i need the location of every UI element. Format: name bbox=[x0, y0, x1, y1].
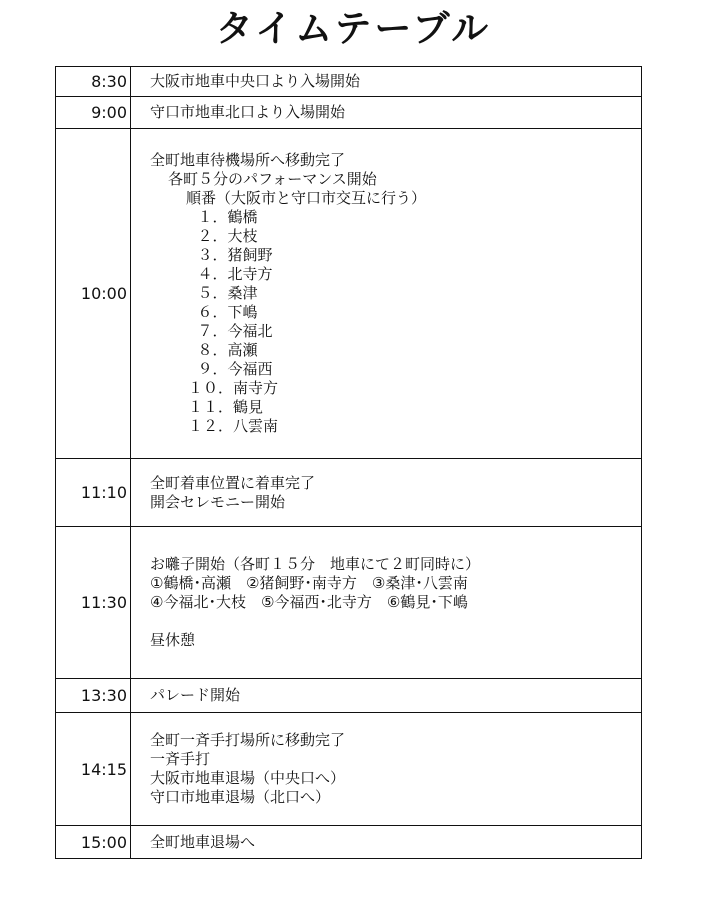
order-item: ３．猪飼野 bbox=[188, 246, 273, 264]
schedule-line: 全町地車退場へ bbox=[150, 832, 256, 851]
time-cell: 11:30 bbox=[56, 527, 131, 679]
schedule-line: お囃子開始（各町１５分 地車にて２町同時に） bbox=[150, 555, 481, 573]
order-item: １０．南寺方 bbox=[188, 379, 279, 397]
pairing-line: ④今福北･大枝 ⑤今福西･北寺方 ⑥鶴見･下嶋 bbox=[150, 593, 468, 611]
table-row bbox=[56, 713, 642, 826]
schedule-line: 大阪市地車中央口より入場開始 bbox=[150, 72, 361, 90]
order-item: １．鶴橋 bbox=[188, 208, 258, 226]
schedule-line: 大阪市地車退場（中央口へ） bbox=[150, 769, 346, 787]
schedule-line: 守口市地車退場（北口へ） bbox=[150, 788, 331, 806]
schedule-line: 全町着車位置に着車完了 bbox=[150, 473, 316, 492]
time-cell: 13:30 bbox=[56, 679, 131, 713]
timetable bbox=[55, 66, 642, 859]
order-item: ２．大枝 bbox=[188, 227, 258, 245]
description-cell bbox=[131, 713, 642, 826]
schedule-line: パレード開始 bbox=[150, 686, 241, 704]
description-cell bbox=[131, 459, 642, 527]
schedule-line: 全町一斉手打場所に移動完了 bbox=[150, 731, 346, 749]
description-cell bbox=[131, 826, 642, 859]
order-item: ５．桑津 bbox=[188, 284, 258, 302]
table-row bbox=[56, 129, 642, 459]
order-item: ９．今福西 bbox=[188, 360, 273, 378]
table-row bbox=[56, 527, 642, 679]
description-cell bbox=[131, 679, 642, 713]
description-cell bbox=[131, 129, 642, 459]
time-cell: 14:15 bbox=[56, 713, 131, 826]
order-item: ７．今福北 bbox=[188, 322, 273, 340]
page-title: タイムテーブル bbox=[215, 7, 492, 50]
time-cell: 15:00 bbox=[56, 826, 131, 859]
schedule-line: 開会セレモニー開始 bbox=[150, 492, 286, 511]
schedule-line: 守口市地車北口より入場開始 bbox=[150, 103, 346, 121]
order-item: ４．北寺方 bbox=[188, 265, 273, 283]
time-cell: 9:00 bbox=[56, 97, 131, 129]
pairing-line: ①鶴橋･高瀬 ②猪飼野･南寺方 ③桑津･八雲南 bbox=[150, 574, 468, 592]
description-cell bbox=[131, 97, 642, 129]
order-item: １２．八雲南 bbox=[188, 417, 279, 435]
table-row bbox=[56, 97, 642, 129]
schedule-line: 順番（大阪市と守口市交互に行う） bbox=[186, 189, 427, 207]
order-item: ８．高瀬 bbox=[188, 341, 258, 359]
schedule-line: 昼休憩 bbox=[150, 631, 196, 649]
time-cell: 11:10 bbox=[56, 459, 131, 527]
schedule-line: 一斉手打 bbox=[150, 750, 211, 768]
table-row bbox=[56, 826, 642, 859]
schedule-line: 各町５分のパフォーマンス開始 bbox=[168, 170, 377, 188]
table-row bbox=[56, 679, 642, 713]
order-item: １１．鶴見 bbox=[188, 398, 264, 416]
table-row bbox=[56, 459, 642, 527]
description-cell bbox=[131, 527, 642, 679]
blank-line bbox=[150, 612, 641, 631]
table-row bbox=[56, 67, 642, 97]
time-cell: 8:30 bbox=[56, 67, 131, 97]
order-item: ６．下嶋 bbox=[188, 303, 258, 321]
schedule-line: 全町地車待機場所へ移動完了 bbox=[150, 151, 346, 169]
description-cell bbox=[131, 67, 642, 97]
time-cell: 10:00 bbox=[56, 129, 131, 459]
